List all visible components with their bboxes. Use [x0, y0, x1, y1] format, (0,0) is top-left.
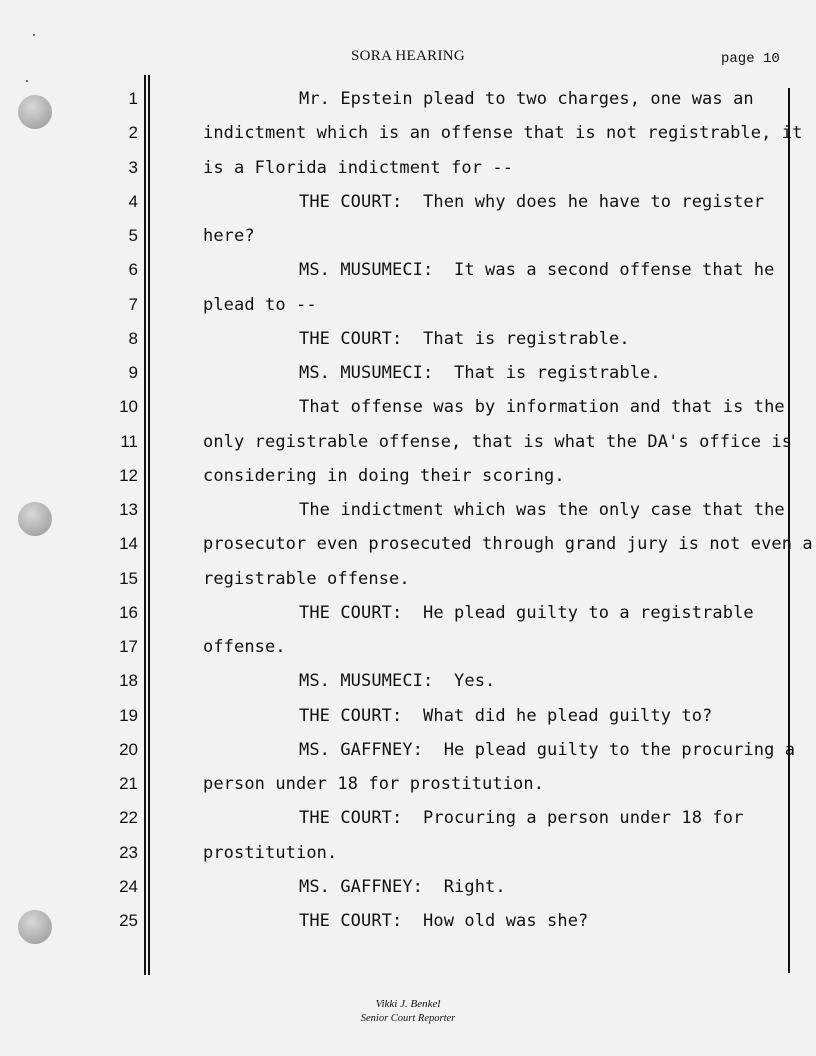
line-number: 11: [120, 431, 138, 451]
line-number: 15: [119, 568, 138, 588]
transcript-line: indictment which is an offense that is not registrable, it: [203, 123, 803, 144]
line-number: 1: [128, 89, 138, 108]
punch-hole-bottom: [18, 910, 52, 944]
line-number: 2: [128, 123, 138, 143]
scan-speck: [33, 34, 35, 36]
transcript-line: prosecutor even prosecuted through grand jury is not even a: [203, 534, 813, 555]
transcript-line: THE COURT: How old was she?: [299, 911, 589, 931]
transcript-line: THE COURT: He plead guilty to a registrable: [299, 602, 754, 623]
line-number: 17: [119, 637, 138, 656]
line-number: 4: [128, 191, 138, 211]
punch-hole-middle: [18, 502, 52, 536]
line-number: 24: [119, 876, 138, 896]
line-number: 13: [119, 500, 138, 519]
transcript-line: MS. GAFFNEY: Right.: [299, 876, 506, 897]
transcript-line: That offense was by information and that is the: [299, 397, 785, 418]
line-number: 19: [119, 705, 138, 725]
line-number: 22: [119, 808, 138, 828]
transcript-line: THE COURT: Procuring a person under 18 for: [299, 808, 744, 829]
transcript-line: MS. MUSUMECI: That is registrable.: [299, 363, 661, 383]
transcript-line: only registrable offense, that is what the DA's office is: [203, 431, 793, 452]
reporter-name: Vikki J. Benkel: [375, 998, 441, 1010]
line-number: 23: [119, 842, 138, 862]
line-number: 10: [119, 397, 138, 417]
transcript-line: considering in doing their scoring.: [203, 465, 565, 486]
transcript-line: here?: [203, 226, 255, 246]
margin-rule-left-inner: [148, 75, 150, 975]
line-number: 18: [119, 671, 138, 691]
transcript-line: MS. MUSUMECI: Yes.: [299, 671, 496, 692]
line-number: 12: [119, 465, 138, 485]
line-number: 7: [128, 294, 138, 314]
margin-rule-left-outer: [144, 75, 146, 975]
transcript-line: THE COURT: That is registrable.: [299, 328, 630, 349]
reporter-title: Senior Court Reporter: [360, 1013, 456, 1024]
line-number: 25: [119, 911, 138, 930]
line-number: 16: [119, 602, 138, 622]
transcript-line: MS. MUSUMECI: It was a second offense that he: [299, 260, 775, 281]
transcript-line: plead to --: [203, 294, 317, 315]
transcript-line: is a Florida indictment for --: [203, 157, 514, 178]
transcript-line: MS. GAFFNEY: He plead guilty to the procuring a: [299, 739, 796, 760]
transcript-line: Mr. Epstein plead to two charges, one was an: [299, 89, 754, 109]
line-number: 9: [128, 363, 138, 382]
transcript-line: person under 18 for prostitution.: [203, 774, 545, 794]
line-number: 14: [119, 534, 138, 554]
page-number: page 10: [721, 51, 780, 67]
transcript-line: registrable offense.: [203, 568, 410, 589]
line-number: 20: [119, 739, 138, 759]
line-number: 3: [128, 157, 138, 177]
line-number: 5: [128, 226, 138, 245]
transcript-line: prostitution.: [203, 842, 338, 863]
scan-speck: [26, 80, 28, 82]
transcript-line: The indictment which was the only case that the: [299, 500, 785, 520]
transcript-line: THE COURT: What did he plead guilty to?: [299, 705, 713, 726]
margin-rule-right: [788, 88, 790, 973]
transcript-line: THE COURT: Then why does he have to register: [299, 191, 765, 212]
punch-hole-top: [18, 95, 52, 129]
line-number: 6: [128, 260, 138, 280]
transcript-line: offense.: [203, 637, 286, 657]
line-number: 21: [119, 774, 138, 793]
page-title: SORA HEARING: [350, 48, 466, 64]
line-number: 8: [128, 328, 138, 348]
